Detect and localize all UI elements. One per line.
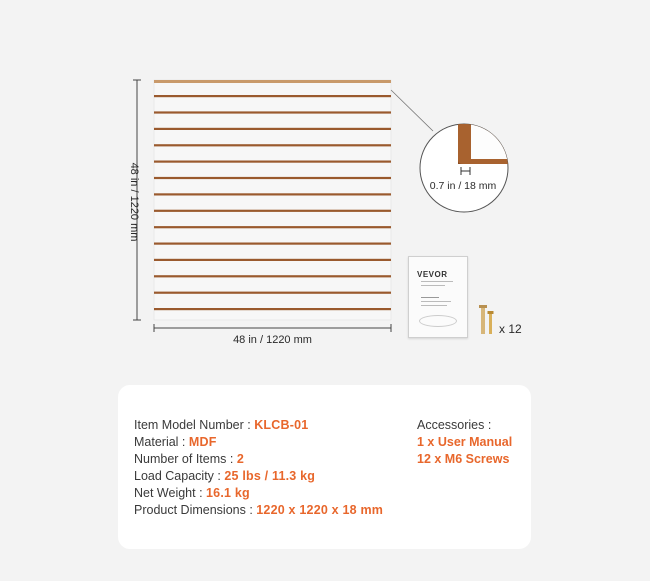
thickness-label: 0.7 in / 18 mm	[429, 180, 497, 192]
spec-label: Item Model Number :	[134, 418, 255, 432]
panel-top-edge	[154, 80, 391, 83]
spec-row	[134, 485, 250, 501]
spec-value: 16.1 kg	[206, 486, 250, 500]
panel-slot	[154, 292, 391, 294]
screws-icon	[479, 305, 494, 334]
panel-slot	[154, 275, 391, 277]
panel-slot	[154, 144, 391, 146]
panel-slot	[154, 226, 391, 228]
spec-row	[134, 468, 315, 484]
panel-slot	[154, 193, 391, 195]
user-manual-image	[408, 256, 468, 338]
accessories-title: Accessories :	[417, 418, 492, 432]
panel-slot	[154, 210, 391, 212]
spec-row	[134, 417, 308, 433]
panel-slot	[154, 161, 391, 163]
spec-card	[118, 385, 531, 549]
spec-label: Product Dimensions :	[134, 503, 257, 517]
spec-label: Load Capacity :	[134, 469, 225, 483]
panel-slot	[154, 177, 391, 179]
panel-slot	[154, 259, 391, 261]
spec-value: KLCB-01	[254, 418, 309, 432]
slot-profile-detail	[458, 124, 521, 164]
panel-slot	[154, 128, 391, 130]
width-dimension-line	[154, 324, 391, 332]
panel-slot	[154, 308, 391, 310]
panel-slot	[154, 95, 391, 97]
manual-brand-logo: VEVOR	[417, 270, 448, 279]
height-label: 48 in / 1220 mm	[128, 162, 140, 242]
accessory-item: 12 x M6 Screws	[417, 452, 510, 466]
slatwall-panel	[154, 80, 391, 320]
spec-row	[134, 434, 217, 450]
spec-label: Number of Items :	[134, 452, 237, 466]
spec-label: Net Weight :	[134, 486, 207, 500]
spec-row	[134, 451, 244, 467]
spec-row	[134, 502, 383, 518]
spec-value: 2	[236, 452, 244, 466]
width-label: 48 in / 1220 mm	[233, 334, 312, 346]
spec-value: 1220 x 1220 x 18 mm	[256, 503, 384, 517]
panel-slot	[154, 243, 391, 245]
panel-slot	[154, 111, 391, 113]
screw-quantity-label: x 12	[499, 322, 522, 336]
detail-callout-line	[391, 90, 433, 131]
spec-value: MDF	[188, 435, 217, 449]
accessory-item: 1 x User Manual	[417, 435, 513, 449]
spec-label: Material :	[134, 435, 189, 449]
spec-value: 25 lbs / 11.3 kg	[224, 469, 316, 483]
